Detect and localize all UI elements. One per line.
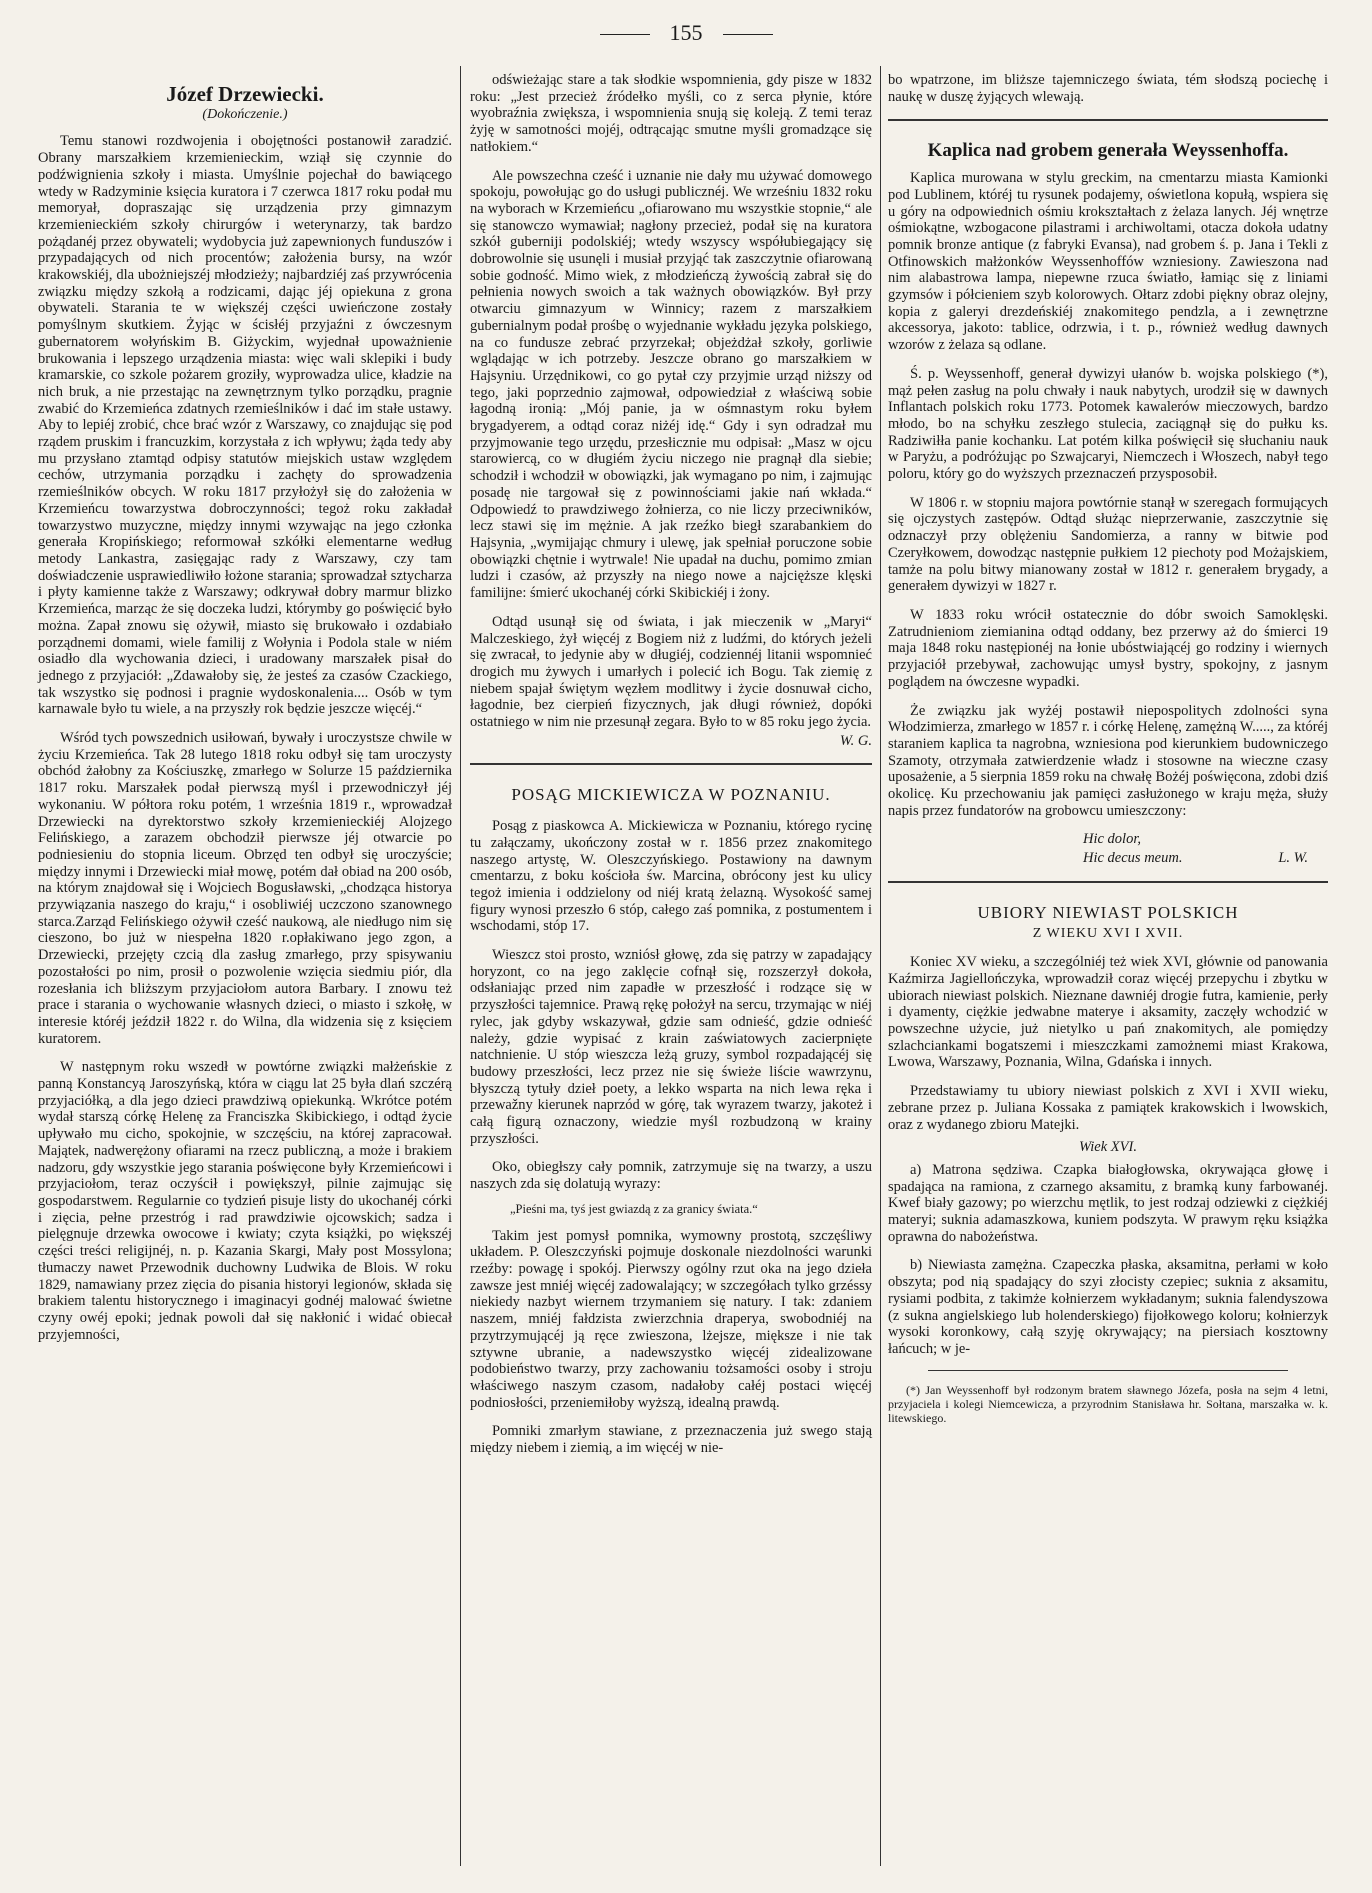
paragraph: Koniec XV wieku, a szczególniéj też wiek XVI, głównie od panowania Kaźmirza Jagiellończyka, wprowadził coraz więcéj przepychu i zbytku w ubiorach niewiast polskich. Nieznane dawniéj drogie futra, kamienie, perły i dyamenty, ciężkie jedwabne materye i aksamity, zaczęły wchodzić w powszechne użycie, już nietylko u pań znakomitych, ale pomiędzy szlachciankami bogatszemi i mieszczkami zamożnemi miast Krakowa, Lwowa, Warszawy, Poznania, Wilna, Gdańska i innych. [888,954,1328,1071]
paragraph: Kaplica murowana w stylu greckim, na cmentarzu miasta Kamionki pod Lublinem, któréj tu rysunek podajemy, oświetlona kopułą, wspiera się u góry na odpowiednich ośmiu krokształtach z żelaza lanych. Jéj wnętrze ośmiokątne, wzbogacone pilastrami i archiwoltami, otacza dokoła udatny pomnik bronze antique (z fabryki Evansa), nad grobem ś. p. Jana i Tekli z Otfinowskich małżonków Weyssenhoffów wzniesiony. Zawieszona nad nim alabastrowa lampa, niepewne rzuca światło, łamiąc się z liniami gzymsów i półcieniem szyb kolorowych. Ołtarz zdobi piękny obraz olejny, kopia z galeryi drezdeńskiéj znakomitego pendzla, a i zewnętrzne akcessorya, jakoto: tablice, odrzwia, i t. p., również według dawnych wzorów z żelaza są odlane. [888,170,1328,354]
article-title-mickiewicz: POSĄG MICKIEWICZA W POZNANIU. [511,785,831,805]
paragraph: bo wpatrzone, im bliższe tajemniczego świata, tém słodszą pociechę i naukę w duszę żyjących wlewają. [888,72,1328,105]
article-subtitle: (Dokończenie.) [202,106,288,122]
column-3 [888,72,1328,1437]
epitaph [888,831,1328,866]
paragraph: Że związku jak wyżéj postawił niepospolitych zdolności syna Włodzimierza, zmarłego w 1857 r. i córkę Helenę, zamężną W....., za któréj staraniem kaplica ta nagrobna, wzniesiona pod kierunkiem budowniczego Szamoty, otrzymała zatwierdzenie władz i stosowne na wieczne czasy uposażenie, a 5 sierpnia 1859 roku na chwałę Bożéj poświęcona, zdobi dziś okolicę. Ku przechowaniu jak pamięci zasłużonego w kraju męża, służy napis przez fundatorów na grobowcu umieszczony: [888,702,1328,819]
paragraph: odświeżając stare a tak słodkie wspomnienia, gdy pisze w 1832 roku: „Jest przecież źródełko myśli, co z serca płynie, które wyobraźnia zwiększa, i wspomnienia snują się koleją. Z temi teraz żyję w samotności mojéj, odtrącając smutne myśli gromadzące się natłokiem.“ [470,72,872,155]
paragraph: b) Niewiasta zamężna. Czapeczka płaska, aksamitna, perłami w koło obszyta; pod nią spadający do szyi złocisty czepiec; suknia z aksamitu, rysiami podbita, z takimże kołnierzem wykładanym; suknia falendyszowa (z sukna angielskiego lub holenderskiego) fijołkowego koloru; kołnierzyk wysoki koronkowy, całą szyję okrywający; na piersiach kosztowny łańcuch; w je- [888,1257,1328,1357]
paragraph: W 1806 r. w stopniu majora powtórnie stanął w szeregach formujących się ojczystych zastępów. Odtąd służąc nieprzerwanie, zaszczytnie się odznaczył przy oblężeniu Sandomierza, a ranny w bitwie pod Czeryłkowem, dowodząc następnie pułkiem 12 piechoty pod Możajskiem, tamże na polu bitwy mianowany został w 1812 r. generałem brygady, a generałem dywizyi w 1827 r. [888,494,1328,595]
column-rule-2 [880,66,881,1866]
paragraph: Takim jest pomysł pomnika, wymowny prostotą, szczęśliwy układem. P. Oleszczyński pojmuje doskonale niezdolności warunki rzeźby: powagę i spokój. Pierwszy ogólny rzut oka na jego dzieła zawsze jest mniéj więcéj zadowalający; w szczegółach tylko grzéssy niekiedy nazbyt wiernem trzymaniem się natury. I tak: zdaniem naszem, mniéj fałdzista zwierzchnia draperya, swobodniéj na przytrzymującéj ją ręce zwieszona, lżejsze, miększe i nie tak sztywne ubranie, a nadewszystko więcéj zidealizowane podobieństwo twarzy, przy zachowaniu tożsamości osoby i stroju właściwego naszym czasom, nadałoby całéj postaci więcéj podniosłości, przeniemiłoby wyższą, idealną prawdą. [470,1227,872,1411]
paragraph: a) Matrona sędziwa. Czapka białogłowska, okrywająca głowę i spadająca na ramiona, z czarnego aksamitu, z bramką kuny farbowanéj. Kwef biały gazowy; po wierzchu mętlik, to jest rodzaj odziewki z ciężkiéj materyi; suknia adamaszkowa, kuniem podszyta. W prawym ręku książka oprawna do nabożeństwa. [888,1161,1328,1245]
paragraph: Pomniki zmarłym stawiane, z przeznaczenia już swego stają między niebem i ziemią, a im więcéj w nie- [470,1423,872,1457]
paragraph: Przedstawiamy tu ubiory niewiast polskich z XVI i XVII wieku, zebrane przez p. Juliana Kossaka z pamiątek krakowskich i lwowskich, oraz z wydanego zbioru Matejki. [888,1083,1328,1133]
footnote: (*) Jan Weyssenhoff był rodzonym bratem sławnego Józefa, posła na sejm 4 letni, przyjaciela i kolegi Niemcewicza, a przyrodnim Stanisława hr. Sołtana, marszałka w. k. litewskiego. [888,1382,1328,1425]
column-2 [470,72,872,1469]
article-title-ubiory: UBIORY NIEWIAST POLSKICH [977,902,1239,922]
subheading-wiek: Wiek XVI. [1079,1139,1137,1156]
epitaph-line: Hic dolor, [1083,831,1141,848]
epitaph-line [888,850,1328,867]
paragraph: W 1833 roku wrócił ostatecznie do dóbr swoich Samoklęski. Zatrudnieniom ziemianina odtąd oddany, bez przerwy aż do śmierci 19 maja 1848 roku następionéj na łonie ubóstwiającéj go rodziny i wiernych przyjaciół przebywał, zachowując umysł bystry, spokojny, z jasnym poglądem na ówczesne wypadki. [888,606,1328,690]
paragraph: Ś. p. Weyssenhoff, generał dywizyi ułanów b. wojska polskiego (*), mąż pełen zasług na polu chwały i nauk nabytych, urodził się w dawnych Inflantach polskich roku 1773. Potomek kawalerów mieczowych, bardzo młodo, bo na schyłku zeszłego stulecia, zaciągnął się do pułku ks. Radziwiłła panie kochanku. Lat potém kilka poświęcił się słuchaniu nauk w Paryżu, a podróżując po Szwajcaryi, Niemczech i Włoszech, nabył tego poloru, który go do wyższych przeznaczeń przysposobił. [888,365,1328,483]
epitaph-text: Hic decus meum. [1083,850,1183,867]
paragraph: Ale powszechna cześć i uznanie nie dały mu używać domowego spokoju, powołując go do usługi publicznéj. We wrześniu 1832 roku na wyborach w Krzemieńcu „ofiarowano mu wszystkie stopnie,“ ale się stanowczo wymawiał; nagłony przecież, podał się na kuratora szkół guberniji podolskiéj; wtedy wszyscy współubiegający się dobrowolnie się usunęli i musiał przyjąć tak zaszczytnie ofiarowaną sobie godność. Mimo wiek, z młodzieńczą żywością zabrał się do pełnienia nowych swoich a tak ważnych obowiązków. Był przy otwarciu gimnazyum w Winnicy; razem z marszałkiem gubernialnym podał prośbę o wyjednanie wykładu języka polskiego, na co fundusze zebrać przyrzekał; objeżdżał szkoły, gorliwie wglądając w ich potrzeby. Jeszcze obrano go marszałkiem w Hajsyniu. Urzędnikowi, co go pytał czy przyjmie urząd niższy od tego, jaki poprzednio zajmował, odpowiedział z właściwą sobie łagodną ironią: „Mój panie, ja w ośmnastym roku byłem brygadyerem, a odtąd coraz niżéj idę.“ Gdy i syn odradzał mu przyjmowanie tego urzędu, przesłicznie mu odpisał: „Masz w ojcu starowiercą, co w długiém życiu niczego nie pragnął dla siebie; schodził i wchodził w obowiązki, jak wymagano po nim, i zajmując posadę nie targował się z powinnościami jakie nań wkłada.“ Odpowiedź to prawdziwego żołnierza, co nie liczy przeciwników, lecz stawi się im mężnie. A jak rzeźko biegł szarabankiem do Hajsynia, „wymijając chmury i ulewę, jak spełniał poruczone sobie obowiązki chętnie i wytrwale! Nie upadał na duchu, pomimo zmian ludzi i czasów, aż przyszły na niego nowe a najcięższe klęski familijne: śmierć ukochanéj córki Skibickiéj i żony. [470,167,872,602]
article-title-kaplica: Kaplica nad grobem generała Weyssenhoffa. [927,140,1289,162]
paragraph: Odtąd usunął się od świata, i jak mieczenik w „Maryi“ Malczeskiego, żył więcéj z Bogiem niż z ludźmi, do których jeżeli się zwracał, to jedynie aby w długiéj, codziennéj litanii wspomnieć drogich mu żywych i umarłych i polecić ich Bogu. Tak ziemię z niebem spajał świętym węzłem modlitwy i życie dosnuwał cicho, łagodnie, bez cierpień fizycznych, jak długi również, dopóki ostatniego w nim nie przesunął zegara. Było to w 85 roku jego życia. [470,613,872,731]
article-title-drzewiecki: Józef Drzewiecki. [166,82,324,106]
author-signature: W. G. [839,732,872,749]
right-dash [723,34,773,35]
paragraph: Oko, obiegłszy cały pomnik, zatrzymuje się na twarzy, a uszu naszych zda się dolatują wyrazy: [470,1159,872,1193]
verse-quote: „Pieśni ma, tyś jest gwiazdą z za granicy świata.“ [510,1201,758,1216]
page-number: 155 [0,20,1372,46]
left-dash [600,34,650,35]
article-subtitle-ubiory: Z WIEKU XVI I XVII. [1032,925,1184,941]
section-divider [888,881,1328,883]
section-divider [470,763,872,765]
column-1 [38,72,452,1355]
section-divider [888,119,1328,121]
epitaph-signature: L. W. [1278,850,1308,867]
paragraph: Wieszcz stoi prosto, wzniósł głowę, zda się patrzy w zapadający horyzont, co na jego zaklęcie cofnął się, rozszerzył dokoła, odsłaniając przed nim zapadłe w przeszłość i rodzące się w przyszłości tajemnice. Prawą rękę położył na sercu, trzymając w niéj rylec, jak gdyby wskazywał, gdzie sam odnieść, gdzie odnieść należy, gdzie wypisać z krain zaświatowych zacierpnięte natchnienie. U stóp wieszcza leżą gruzy, symbol rozpadającéj się budowy przeszłości, lecz przez nie się świeże liście wawrzynu, błyszczą tytuły dzieł poety, a lekko wsparta na nich lewa ręka i przewažny kierunek naprzód w górę, tak wyrazem twarzy, jakoteż i całą figurą oznaczony, wiedzie myśl rozbudzoną w krainy przyszłości. [470,947,872,1147]
footnote-divider [928,1370,1288,1371]
column-rule-1 [460,66,461,1866]
paragraph: Posąg z piaskowca A. Mickiewicza w Poznaniu, którego rycinę tu załączamy, ukończony został w r. 1856 przez znakomitego naszego artystę, W. Oleszczyńskiego. Postawiony na dawnym cmentarzu, z boku kościoła św. Marcina, obrócony jest ku ulicy tegoż imienia i oddzielony od niéj kratą żelazną. Wysokość samej figury wynosi przeszło 6 stóp, całego zaś pomnika, z postumentem i wschodami, stóp 17. [470,818,872,935]
paragraph: Wśród tych powszednich usiłowań, bywały i uroczystsze chwile w życiu Krzemieńca. Tak 28 lutego 1818 roku odbył się tam uroczysty obchód żałobny za Kościuszkę, zmarłego w Solurze 15 października 1817 roku. Marszałek podał pierwszą myśl i przewodniczył jéj wykonaniu. W półtora roku potém, 1 września 1819 r., wprowadzał Drzewiecki na dyrektorstwo szkoły krzemienieckiéj Alojzego Felińskiego, a zarazem obchodził pierwsze jéj otwarcie po podniesieniu do stopnia liceum. Obrzęd ten odbył się uroczyście; między innymi i Drzewiecki miał mowę, potém dał obiad na 200 osób, na którym znajdował się i Wojciech Bogusławski, „chodząca historya przywiązania naszego do kraju,“ i osobliwiéj uczczono szanownego starca.Zarząd Felińskiego ożywił cześć naukową, ale niedługo nim się cieszono, bo już w niespełna 1820 r.opłakiwano jego zgon, a Drzewiecki, przejęty czcią dla zasług zmarłego, przy spisywaniu pozostałości po nim, prosił o pozwolenie wzięcia siedmiu piór, dla rozesłania ich bliższym przyjaciołom autora Barbary. I znowu też prace i starania o wychowanie własnych dzieci, o miasto i szkołę, w interesie któréj jeździł 1822 r. do Wilna, dla widzenia się z księciem kuratorem. [38,730,452,1047]
paragraph: Temu stanowi rozdwojenia i obojętności postanowił zaradzić. Obrany marszałkiem krzemienieckim, wziął się czynnie do podźwignienia szkoły i miasta. Umyślnie pojechał do bawiącego wtedy w Radzyminie księcia kuratora i 7 czerwca 1817 roku podał mu memoryał, dopraszając się urządzenia przy gimnazym krzemienieckiém szkoły chirurgów i weterynarzy, tak bardzo pożądanéj przez obywateli; wydobycia już zapewnionych funduszów i przypadających od nich procentów; założenia bursy, na wzór krakowskiéj, dla ubożniejszéj młodzieży; najbardziéj zaś przywrócenia związku między szkołą a rodzicami, dając jéj opiekuna z grona obywateli. Starania te w większéj części uwieńczone zostały pomyślnym skutkiem. Żyjąc w ścisłéj przyjaźni z ówczesnym gubernatorem wołyńskim B. Giżyckim, wyjednał upoważnienie brukowania i lepszego urządzenia miasta: więc wali sklepiki i budy kramarskie, co szkole pożarem groziły, wyprowadza ulice, kładzie na nich bruk, a nie przestając na zewnętrznym tylko porządku, pragnie zwabić do Krzemieńca zdatnych rzemieślników i dać im stałe ustawy. Aby to lepiéj zrobić, chce brać wzór z Warszawy, co znajdując się pod rządem pruskim i francuzkim, korzystała z ich wpływu; żąda tedy aby mu przysłano ztamtąd odpisy statutów miejskich ustaw względem cechów, utrzymania porządku i zachęty do sprowadzenia rzemieślników obcych. W roku 1817 przyłożył się do założenia w Krzemieńcu towarzystwa dobroczynności; tegoż roku zakładał towarzystwo muzyczne, między innymi wzywając na jego członka generała Kropińskiego; reformował szkółki elementarne według metody Lankastra, zasięgając rady z Warszawy, czy tam doświadczenie usprawiedliwiło łożone starania; sprowadzał sztycharza i płyty kamienne także z Warszawy; odkrywał dobry marmur blizko Krzemieńca, marząc że się doczeka ludzi, którymby go poświęcić było można. Zapał znowu się ożywił, miasto się brukowało i ozdabiało porządnemi domami, wiele familij z Wołynia i Podola stale w niém osiadło dla wychowania dzieci, i uradowany marszałek pisał do jednego z przyjaciół: „Zdawałoby się, że jesteś za czasów Czackiego, tak wszystko się podnosi i pragnie wydoskonalenia.... Osób w tym karnawale było tu wiele, a na przyszły rok będzie jeszcze więcéj.“ [38,133,452,718]
paragraph: W następnym roku wszedł w powtórne związki małżeńskie z panną Konstancyą Jaroszyńską, która w ciągu lat 25 była dlań szczérą przyjaciółką, a dla jego dzieci prawdziwą opiekunką. Wkrótce potém wydał starszą córkę Helenę za Franciszka Skibickiego, i odtąd życie upływało mu cicho, spokojnie, w szczęściu, na której zapracował. Majątek, nadwerężony ofiarami na rzecz publiczną, a może i brakiem nadzoru, gdy wszystkie jego starania poświęcone były Krzemieńcowi i przyjaciołom, teraz oczyścił i powiększył, pilnie zajmując się gospodarstwem. Regularnie co tydzień pisuje listy do ukochanéj córki i zięcia, pełne przestróg i rad prawdziwie ojcowskich; sadza i pielęgnuje drzewka owocowe i kwiaty; czyta książki, po większéj części treści religijnéj, n. p. Kazania Skargi, Mały post Mossylona; tłumaczy nawet Przewodnik duchowny Ludwika de Blois. W roku 1829, namawiany przez zięcia do pisania historyi legionów, składa się brakiem talentu historycznego i imaginacyi godnéj malować świetne czyny owéj epoki; jednak powoli dał się nakłonić i widać obiecał przyjemności, [38,1059,452,1343]
